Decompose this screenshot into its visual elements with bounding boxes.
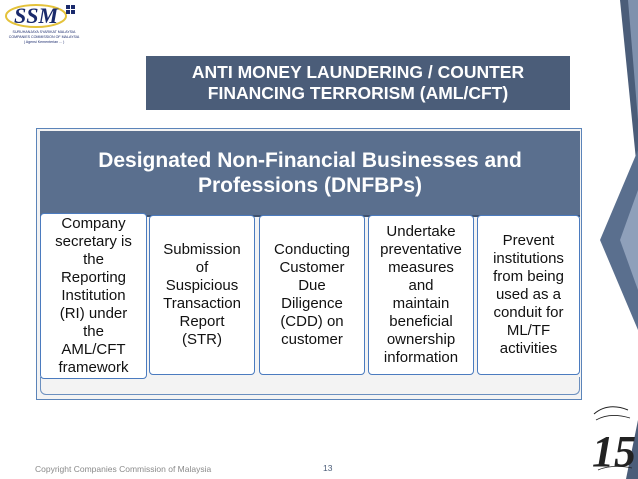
diagram-bottom-bar (40, 377, 580, 395)
slide-title-line-1: ANTI MONEY LAUNDERING / COUNTER (191, 62, 525, 82)
box-line: framework (58, 359, 129, 376)
box-line: Report (179, 313, 225, 330)
box-line: Transaction (163, 295, 241, 312)
logo-line-1: SURUHANJAYA SYARIKAT MALAYSIA (12, 30, 76, 34)
box-line: information (383, 349, 459, 366)
box-line: Institution (61, 287, 126, 304)
box-line: the (83, 251, 104, 268)
box-line: ownership (386, 331, 456, 348)
box-line: Conducting (274, 241, 350, 258)
box-line: Customer (279, 259, 345, 276)
obligation-box-cdd (259, 215, 365, 375)
box-line: from being (493, 268, 564, 285)
obligation-box-str (149, 215, 255, 375)
ssm-logo (4, 2, 80, 48)
dnfbp-header (40, 131, 580, 217)
box-line: (STR) (182, 331, 222, 348)
box-line: Company (61, 215, 126, 232)
box-line: the (83, 323, 104, 340)
box-line: preventative (380, 241, 462, 258)
slide-title (146, 56, 570, 110)
box-line: (CDD) on (280, 313, 344, 330)
box-line: Due (298, 277, 326, 294)
box-line: Reporting (60, 269, 127, 286)
box-line: measures (388, 259, 454, 276)
box-line: maintain (392, 295, 450, 312)
anniversary-15-logo (588, 400, 636, 476)
box-line: secretary is (55, 233, 132, 250)
ssm-logo-mark (4, 2, 80, 30)
box-line: Undertake (386, 223, 456, 240)
box-line: (RI) under (59, 305, 128, 322)
obligation-box-beneficial-ownership (368, 215, 474, 375)
box-line: Prevent (502, 232, 555, 249)
obligation-box-prevent-conduit (477, 215, 580, 375)
dnfbp-header-line-1: Designated Non-Financial Businesses and (98, 149, 522, 172)
box-line: beneficial (389, 313, 453, 330)
logo-line-3: ( Agensi Kementerian ... ) (23, 40, 65, 44)
box-line: activities (499, 340, 558, 357)
box-line: used as a (495, 286, 562, 303)
slide-title-line-2: FINANCING TERRORISM (AML/CFT) (207, 83, 509, 103)
box-line: ML/TF (506, 322, 551, 339)
box-line: Suspicious (165, 277, 239, 294)
obligation-box-company-secretary (40, 213, 147, 379)
dnfbp-header-line-2: Professions (DNFBPs) (197, 174, 423, 197)
svg-text:SSM: SSM (13, 3, 59, 28)
box-line: of (195, 259, 209, 276)
box-line: Submission (163, 241, 241, 258)
box-line: institutions (493, 250, 564, 267)
box-line: and (408, 277, 434, 294)
logo-line-2: COMPANIES COMMISSION OF MALAYSIA (8, 35, 80, 39)
box-line: customer (281, 331, 343, 348)
copyright-text: Copyright Companies Commission of Malaysia (35, 464, 212, 474)
box-line: conduit for (493, 304, 564, 321)
svg-text:15: 15 (592, 427, 636, 476)
box-line: AML/CFT (61, 341, 126, 358)
page-number: 13 (323, 463, 333, 473)
box-line: Diligence (281, 295, 343, 312)
